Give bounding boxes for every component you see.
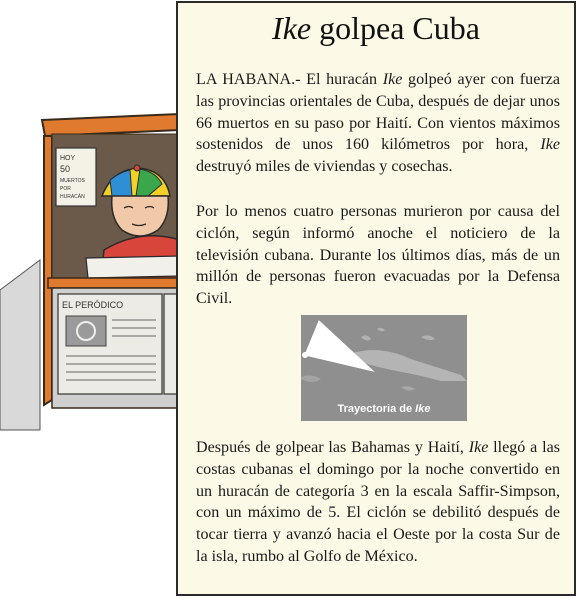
newsstand-illustration bbox=[0, 100, 180, 440]
svg-text:HURACÁN: HURACÁN bbox=[60, 194, 85, 200]
svg-text:MUERTOS: MUERTOS bbox=[60, 178, 85, 184]
hurricane-track-map bbox=[301, 315, 467, 421]
svg-text:EL PERÓDICO: EL PERÓDICO bbox=[62, 300, 124, 310]
paragraph-3: Después de golpear las Bahamas y Haití, Ike llegó a las costas cubanas el domingo por la noche convertido en un huracán de categoría 3 en la escala Saffir-Simpson, con un máximo de 5. El ciclón se debilitó después de tocar tierra y avanzó hacia el Oeste por la costa Sur de la isla, rumbo al Golfo de México. bbox=[196, 439, 560, 565]
article-title: Ike golpea Cuba bbox=[272, 10, 480, 46]
svg-text:HOY: HOY bbox=[60, 155, 76, 162]
paragraph-2: Por lo menos cuatro personas murieron por causa del ciclón, según informó anoche el noticiero de la televisión cubana. Durante los últimos días, más de un millón de personas fueron evacuadas por la Defensa Civil. bbox=[196, 203, 560, 308]
news-article bbox=[176, 1, 576, 596]
headline-sign bbox=[56, 148, 96, 206]
map-caption: Trayectoria de Ike bbox=[337, 403, 431, 415]
svg-text:50: 50 bbox=[60, 164, 71, 174]
newspaper-display bbox=[58, 294, 162, 394]
paragraph-1: LA HABANA.- El huracán Ike golpeó ayer con fuerza las provincias orientales de Cuba, después de dejar unos 66 muertos en su paso por Haití. Con vientos máximos sostenidos de unos 160 kilómetros por hora, Ike destruyó miles de viviendas y cosechas. bbox=[196, 71, 560, 176]
svg-text:POR: POR bbox=[60, 186, 71, 192]
